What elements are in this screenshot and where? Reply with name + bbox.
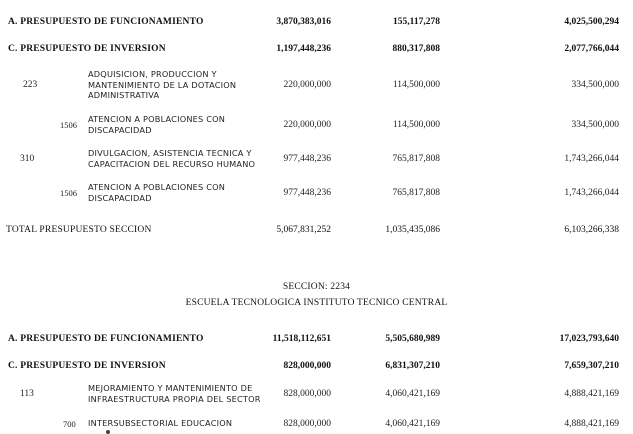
value-col2: 765,817,808: [392, 188, 440, 198]
value-col3: 2,077,766,044: [564, 44, 619, 54]
value-col1: 828,000,000: [283, 419, 331, 429]
value-col2: 880,317,808: [392, 44, 440, 54]
value-col1: 220,000,000: [283, 80, 331, 90]
subprogram-description: ATENCION A POBLACIONES CON DISCAPACIDAD: [88, 114, 226, 135]
row-label: A. PRESUPUESTO DE FUNCIONAMIENTO: [8, 334, 204, 344]
total-col3: 6,103,266,338: [564, 225, 619, 235]
program-description: DIVULGACION, ASISTENCIA TECNICA Y CAPACITACION DEL RECURSO HUMANO: [88, 148, 256, 169]
section-subtitle: ESCUELA TECNOLOGICA INSTITUTO TECNICO CENTRAL: [185, 298, 448, 308]
value-col1: 220,000,000: [283, 120, 331, 130]
value-col1: 3,870,383,016: [276, 17, 331, 27]
value-col1: 977,448,236: [283, 154, 331, 164]
value-col3: 4,888,421,169: [564, 419, 619, 429]
value-col1: 1,197,448,236: [276, 44, 331, 54]
value-col1: 977,448,236: [283, 188, 331, 198]
subprogram-description: ATENCION A POBLACIONES CON DISCAPACIDAD: [88, 182, 226, 203]
row-label: C. PRESUPUESTO DE INVERSION: [8, 44, 166, 54]
program-code: 223: [23, 80, 38, 90]
value-col2: 114,500,000: [392, 120, 440, 130]
value-col3: 1,743,266,044: [564, 188, 619, 198]
value-col2: 5,505,680,989: [385, 334, 440, 344]
subprogram-code: 700: [63, 419, 76, 429]
value-col1: 828,000,000: [283, 361, 331, 371]
value-col2: 4,060,421,169: [385, 389, 440, 399]
value-col2: 765,817,808: [392, 154, 440, 164]
row-label: C. PRESUPUESTO DE INVERSION: [8, 361, 166, 371]
value-col2: 6,831,307,210: [385, 361, 440, 371]
total-col2: 1,035,435,086: [385, 225, 440, 235]
value-col2: 114,500,000: [392, 80, 440, 90]
value-col3: 334,500,000: [571, 80, 619, 90]
value-col3: 1,743,266,044: [564, 154, 619, 164]
value-col3: 4,888,421,169: [564, 389, 619, 399]
total-label: TOTAL PRESUPUESTO SECCION: [6, 225, 152, 235]
value-col2: 4,060,421,169: [385, 419, 440, 429]
value-col2: 155,117,278: [393, 17, 440, 27]
row-label: A. PRESUPUESTO DE FUNCIONAMIENTO: [8, 17, 204, 27]
value-col3: 7,659,307,210: [564, 361, 619, 371]
scan-artifact-dot: [106, 430, 110, 434]
subprogram-description: INTERSUBSECTORIAL EDUCACION: [88, 418, 233, 428]
value-col3: 334,500,000: [571, 120, 619, 130]
total-col1: 5,067,831,252: [276, 225, 331, 235]
subprogram-code: 1506: [60, 120, 77, 130]
program-code: 310: [20, 154, 35, 164]
value-col3: 17,023,793,640: [559, 334, 619, 344]
section-title: SECCION: 2234: [282, 282, 351, 292]
subprogram-code: 1506: [60, 188, 77, 198]
value-col1: 11,518,112,651: [272, 334, 331, 344]
program-description: ADQUISICION, PRODUCCION Y MANTENIMIENTO DE LA DOTACION ADMINISTRATIVA: [88, 69, 237, 100]
program-code: 113: [20, 389, 34, 399]
value-col1: 828,000,000: [283, 389, 331, 399]
program-description: MEJORAMIENTO Y MANTENIMIENTO DE INFRAESTRUCTURA PROPIA DEL SECTOR: [88, 383, 261, 404]
value-col3: 4,025,500,294: [564, 17, 619, 27]
